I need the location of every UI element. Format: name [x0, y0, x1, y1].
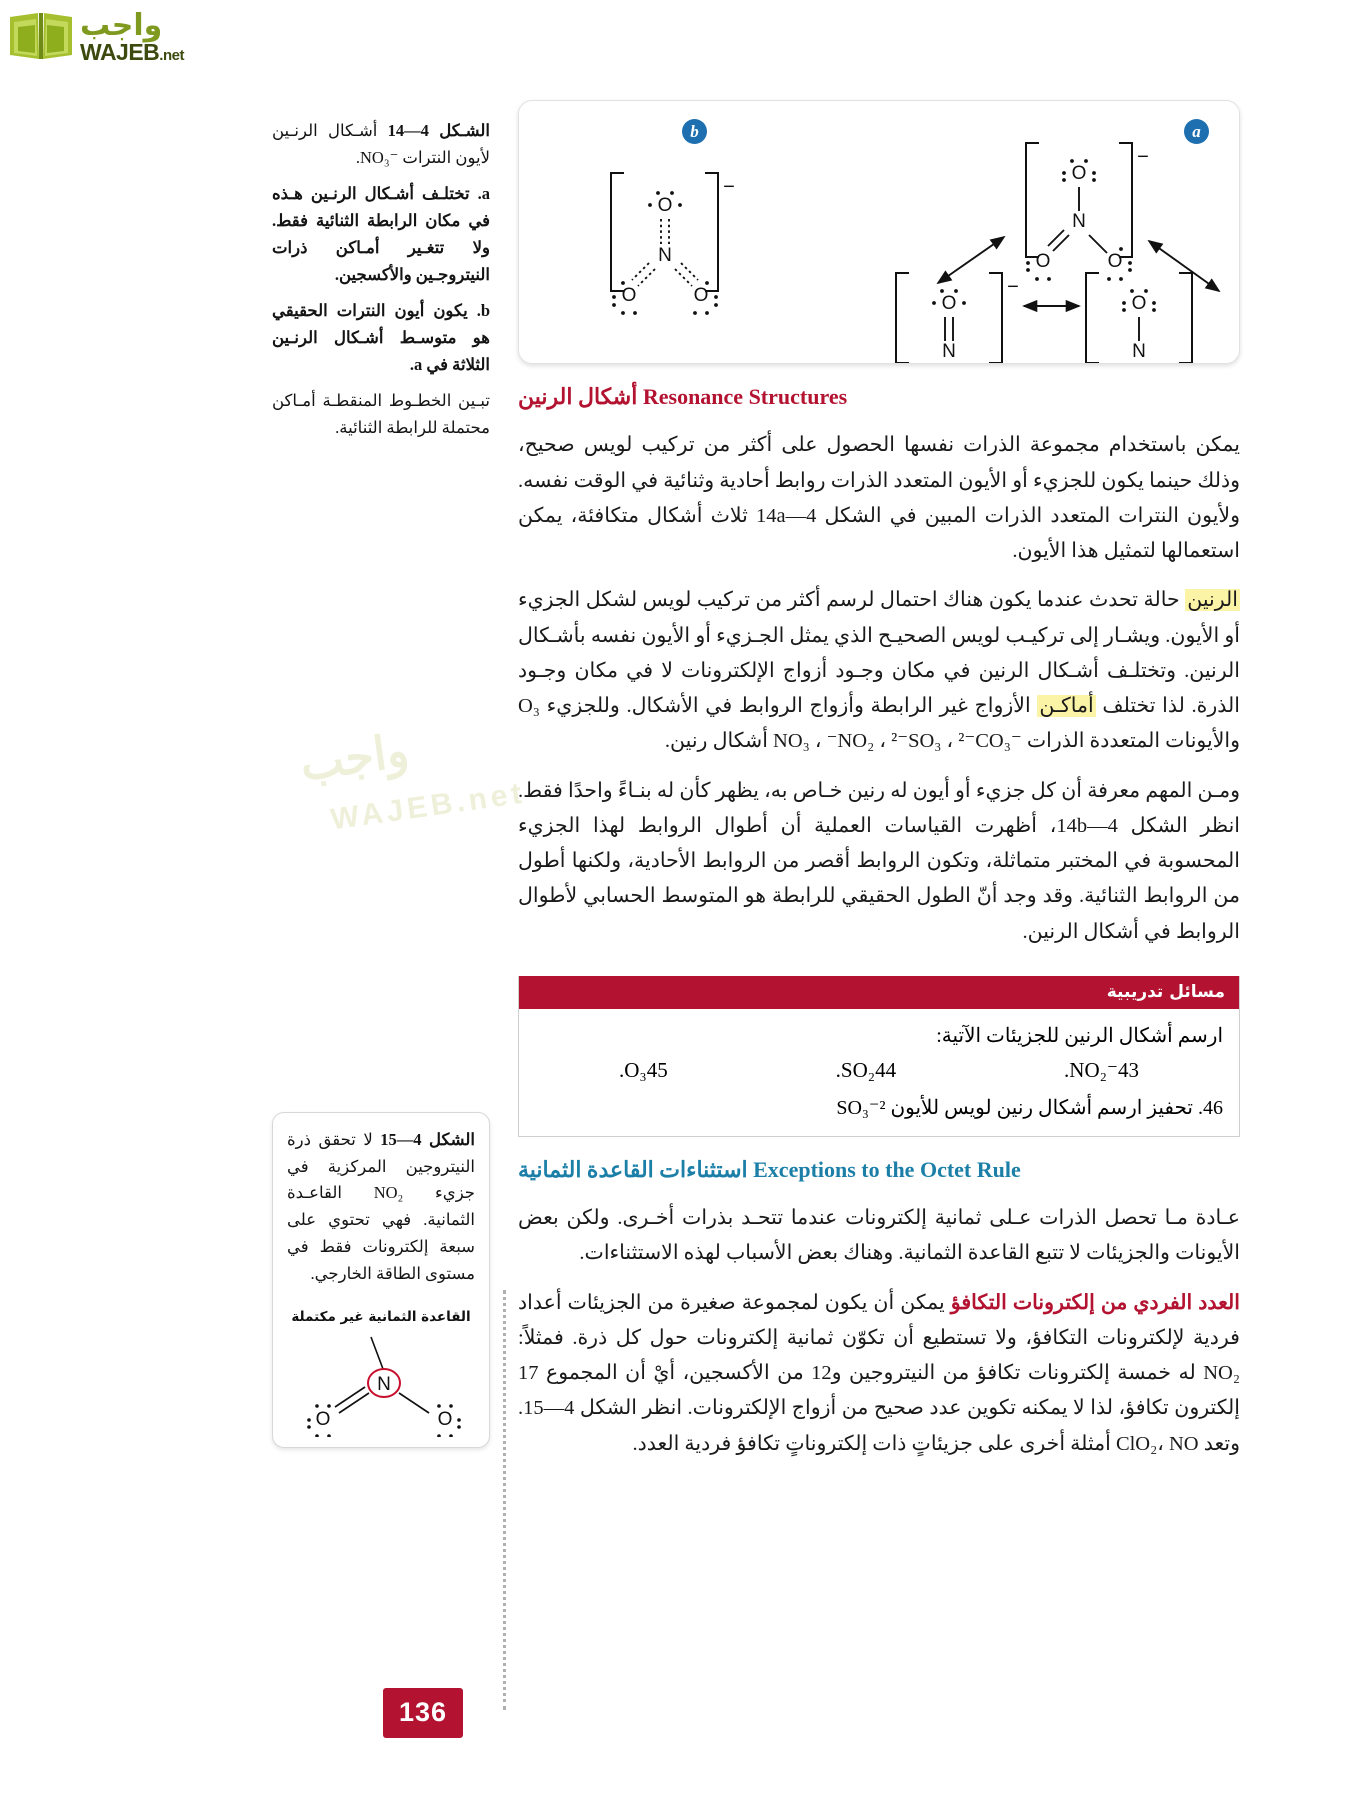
no2-lewis-diagram [287, 1327, 475, 1437]
figure-tag-a: a [1184, 119, 1209, 144]
practice-problems-box [518, 976, 1240, 1137]
svg-text:O: O [1131, 293, 1147, 314]
term-resonance-highlight: الرنين [1187, 589, 1238, 612]
sidebar-column [272, 118, 490, 1448]
svg-text:O: O [693, 285, 709, 306]
site-logo [8, 6, 238, 68]
svg-text:O: O [1107, 251, 1123, 272]
fig15-caption-paragraph [287, 1127, 475, 1287]
octet-paragraph-2 [518, 1286, 1240, 1462]
heading-english: Resonance Structures [642, 384, 848, 409]
vertical-dotted-divider [503, 1290, 506, 1710]
practice-problem-43 [1064, 1058, 1139, 1083]
octet-heading-arabic: استثناءات القاعدة الثمانية [518, 1156, 748, 1182]
problem-43-formula: NO₂⁻ [1069, 1057, 1119, 1082]
fig14-label: الشـكل 4—14 [387, 121, 490, 140]
practice-problem-44 [836, 1058, 896, 1083]
fig14-item-a-marker: a. [477, 184, 490, 204]
resonance-paragraph-2 [518, 583, 1240, 759]
fig14-caption-note: تبـين الخطـوط المنقطـة أمـاكن محتملة للرابطة الثنائية. [272, 391, 490, 438]
logo-english-text: WAJEB.net [80, 38, 184, 65]
octet-p2-text: يمكن أن يكون لمجموعة صغيرة من الجزيئات أعداد فردية لإلكترونات التكافؤ، ولا تستطيع أن تكوّن ثمانية إلكترونات حول كل ذرة. فمثلاً: NO₂ له خمسة إلكترونات تكافؤ من النيتروجين و12 من الأكسجين، أيْ أن المجموع 17 إلكترون تكافؤ، لذا لا يمكنه تكوين عدد صحيح من أزواج الإلكترونات. انظر الشكل 4—15. وتعد ClO₂، NO أمثلة أخرى على جزيئاتٍ ذات إلكتروناتٍ تكافؤ فردية العدد. [518, 1291, 1240, 1455]
practice-problem-row [535, 1058, 1223, 1083]
svg-text:O: O [1071, 163, 1087, 184]
svg-text:O: O [315, 1409, 331, 1431]
page-watermark-arabic: واجب [296, 723, 412, 791]
fig14-item-b-marker: b. [476, 301, 490, 321]
resonance-paragraph-3: ومـن المهم معرفة أن كل جزيء أو أيون له رنين خـاص به، يظهر كأن له بنـاءً واحدًا فقط. انظر الشكل 4—14b، أظهرت القياسات العملية أن أطوال الروابط لهذا الجزيء المحسوبة في المختبر متماثلة، وتكون الروابط أقصر من الروابط الأحادية، ولكنها أطول من الروابط الثنائية. وقد وجد أنّ الطول الحقيقي للرابطة هو المتوسط الحسابي لأطوال الروابط في أشكال الرنين. [518, 779, 1240, 943]
section-heading-resonance [518, 384, 1240, 410]
fig14-caption-title [272, 118, 490, 171]
figure-4-15-box [272, 1112, 490, 1448]
problem-45-number: 45. [618, 1057, 668, 1082]
practice-problem-45 [619, 1058, 668, 1083]
octet-paragraph-1: عـادة مـا تحصل الذرات عـلى ثمانية إلكترونات عندما تتحـد بذرات أخـرى. ولكن بعض الأيونات والجزيئات لا تتبع القاعدة الثمانية. وهناك بعض الأسباب لهذه الاستثناءات. [518, 1207, 1240, 1265]
figure-4-14-caption [272, 118, 490, 442]
practice-instruction: ارسم أشكال الرنين للجزيئات الآتية: [936, 1024, 1223, 1047]
resonance-p2-text-b: الأزواج غير الرابطة وأزواج الروابط في الأشكال. وللجزيء O₃ والأيونات المتعددة الذرات ⁻NO₃ ، ⁻NO₂ ، ²⁻SO₃ ، ²⁻CO₃ أشكال رنين. [518, 695, 1240, 753]
problem-45-formula: O₃ [624, 1057, 647, 1082]
section-heading-octet [518, 1157, 1240, 1183]
octet-heading-english: Exceptions to the Octet Rule [753, 1156, 1021, 1182]
heading-arabic: أشكال الرنين [518, 384, 638, 409]
problem-43-number: 43. [1064, 1057, 1140, 1082]
fig14-item-b-text: يكون أيون النترات الحقيقي هو متوسـط أشـكال الرنـين الثلاثة في a. [272, 301, 490, 374]
fig15-label: الشكل 4—15 [380, 1129, 475, 1149]
problem-44-formula: SO₂ [840, 1057, 876, 1082]
open-book-icon [8, 11, 74, 63]
page-number-badge: 136 [383, 1688, 463, 1738]
svg-text:−: − [1007, 276, 1019, 298]
practice-box-header: مسائل تدريبية [519, 976, 1239, 1009]
logo-arabic-text: واجب [80, 7, 163, 43]
problem-44-number: 44. [835, 1057, 897, 1082]
svg-text:−: − [723, 176, 735, 198]
fig15-diagram-label: القاعدة الثمانية غير مكتملة [291, 1309, 471, 1326]
fig14-caption-item-a [272, 181, 490, 288]
resonance-p2-text-a: حالة تحدث عندما يكون هناك احتمال لرسم أكثر من تركيب لويس لشكل الجزيء أو الأيون. ويشـار إلى تركيـب لويس الصحيـح الذي يمثل الجـزيء أو الأيون نفسه بأشـكال الرنين. وتختلـف أشـكال الرنين في مكان وجـود أزواج الإلكترونات لا في مكان وجـود الذرة. لذا تختلف [518, 589, 1241, 717]
svg-text:O: O [1035, 251, 1051, 272]
svg-text:N: N [1132, 341, 1146, 362]
fig15-caption-text: لا تحقق ذرة النيتروجين المركزية في جزيء NO₂ القاعـدة الثمانية. فهي تحتوي على سبعة إلكترونات فقط في مستوى الطاقة الخارجي. [287, 1129, 475, 1283]
main-content-column [518, 100, 1240, 1462]
svg-text:N: N [1072, 211, 1086, 232]
practice-box-body [519, 1009, 1239, 1136]
svg-text:O: O [941, 293, 957, 314]
practice-problem-46: 46. تحفيز ارسم أشكال رنين لويس للأيون ²⁻SO₃ [836, 1096, 1223, 1119]
svg-text:O: O [621, 285, 637, 306]
svg-text:N: N [658, 245, 672, 266]
svg-text:−: − [1137, 146, 1149, 168]
svg-text:O: O [657, 195, 673, 216]
svg-text:O: O [437, 1409, 453, 1431]
page-watermark-latin: WAJEB.net [328, 776, 528, 837]
fig14-title-text: أشـكال الرنـين لأيون النترات ⁻NO₃. [272, 121, 490, 167]
term-odd-valence-electrons: العدد الفردي من إلكترونات التكافؤ [950, 1291, 1240, 1314]
svg-text:N: N [377, 1374, 391, 1396]
fig14-item-a-text: تختلـف أشـكال الرنـين هـذه في مكان الرابطة الثنائية فقط. ولا تتغـير أمـاكن ذرات النيتروجـين والأكسجين. [272, 184, 490, 284]
term-places-highlight: أماكـن [1039, 695, 1094, 717]
svg-text:N: N [942, 341, 956, 362]
figure-4-14-panel [518, 100, 1240, 364]
resonance-paragraph-1: يمكن باستخدام مجموعة الذرات نفسها الحصول على أكثر من تركيب لويس صحيح، وذلك حينما يكون للجزيء أو الأيون المتعدد الذرات روابط أحادية وثنائية في الوقت نفسه. ولأيون النترات المتعدد الذرات المبين في الشكل 4—14a ثلاث أشكال متكافئة، يمكن استعمالها لتمثيل هذا الأيون. [518, 434, 1240, 562]
lewis-structures-diagram [519, 101, 1239, 363]
fig14-caption-item-b [272, 298, 490, 378]
figure-4-15-caption [287, 1127, 475, 1287]
figure-tag-b: b [682, 119, 707, 144]
